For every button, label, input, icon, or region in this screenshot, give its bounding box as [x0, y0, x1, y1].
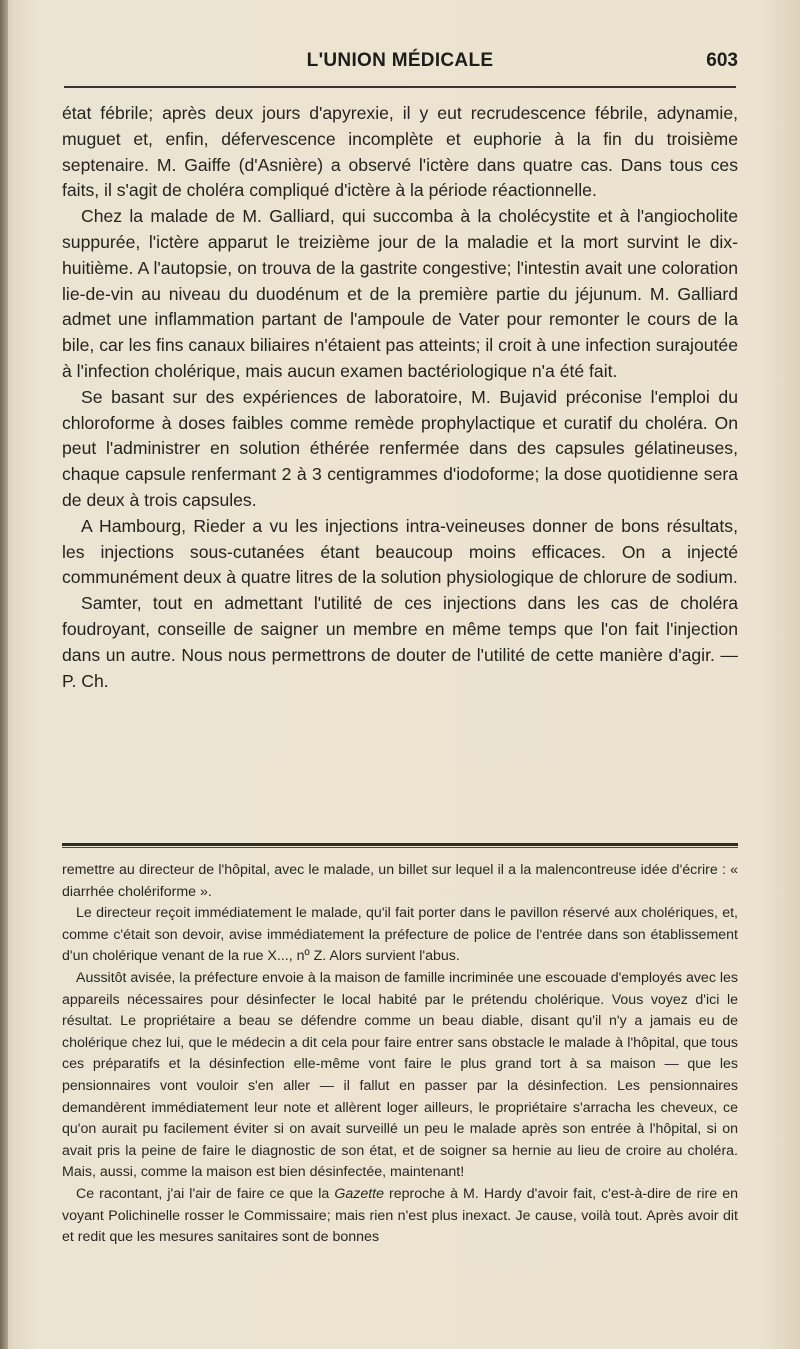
paragraph: Chez la malade de M. Galliard, qui succomba à la cholécystite et à l'angiocholite suppurée, l'ictère apparut le treizième jour de la maladie et la mort survint le dix-huitième. A l'autopsie, on trouva de la gastrite congestive; l'intestin avait une coloration lie-de-vin au niveau du duodénum et de la première partie du jéjunum. M. Galliard admet une inflammation partant de l'ampoule de Vater pour remonter le cours de la bile, car les fins canaux biliaires n'étaient pas atteints; il croit à une infection surajoutée à l'infection cholérique, mais aucun examen bactériologique n'a été fait. — [62, 206, 738, 381]
paragraph: A Hambourg, Rieder a vu les injections intra-veineuses donner de bons résultats, les injections sous-cutanées étant beaucoup moins efficaces. On a injecté communément deux à quatre litres de la solution physiologique de chlorure de sodium. — [62, 515, 738, 588]
paragraph: remettre au directeur de l'hôpital, avec le malade, un billet sur lequel il a la malencontreuse idée d'écrire : « diarrhée cholériforme ». — [62, 862, 738, 900]
paragraph: Samter, tout en admettant l'utilité de ces injections dans les cas de choléra foudroyant, conseille de saigner un membre en même temps que l'on fait l'injection dans un autre. Nous nous permettrons de douter de l'utilité de cette manière d'agir. — P. Ch. — [62, 593, 738, 691]
paragraph: Le directeur reçoit immédiatement le malade, qu'il fait porter dans le pavillon réservé aux cholériques, et, comme c'était son devoir, avise immédiatement la préfecture de police de l'entrée dans son établissement d'un cholérique venant de la rue X..., nº Z. Alors survient l'abus. — [62, 905, 738, 965]
journal-title: Gazette — [334, 1185, 384, 1202]
header-rule — [64, 86, 736, 88]
paragraph: état fébrile; après deux jours d'apyrexie, il y eut recrudescence fébrile, adynamie, muguet et, enfin, défervescence incomplète et euphorie à la fin du troisième septenaire. M. Gaiffe (d'Asnière) a observé l'ictère dans quatre cas. Dans tous ces faits, il s'agit de choléra compliqué d'ictère à la période réactionnelle. — [62, 103, 738, 201]
paragraph: Se basant sur des expériences de laboratoire, M. Bujavid préconise l'emploi du chloroforme à doses faibles comme remède prophylactique et curatif du choléra. On peut l'administrer en solution éthérée renfermée dans des capsules gélatineuses, chaque capsule renfermant 2 à 3 centigrammes d'iodoforme; la dose quotidienne sera de deux à trois capsules. — [62, 386, 738, 510]
text-run: Ce racontant, j'ai l'air de faire ce que la — [76, 1185, 335, 1202]
page-number: 603 — [706, 50, 738, 71]
binding-edge — [0, 0, 8, 1349]
running-title: L'UNION MÉDICALE — [306, 50, 494, 71]
text-run: reproche à M. Hardy d'avoir fait, c'est-à-dire de rire en voyant Polichinelle rosser le Commissaire; mais rien n'est plus inexact. Je cause, voilà tout. Après avoir dit et redit que les mesures sanitaires sont de bonnes — [62, 1185, 738, 1246]
section-separator-rule — [62, 843, 738, 848]
feuilleton-text — [62, 860, 738, 1249]
paragraph — [62, 1184, 738, 1249]
page-header — [62, 50, 738, 80]
paragraph: Aussitôt avisée, la préfecture envoie à la maison de famille incriminée une escouade d'employés avec les appareils nécessaires pour désinfecter le local habité par le prétendu cholérique. Vous voyez d'ici le résultat. Le propriétaire a beau se défendre comme un beau diable, disant qu'il n'y a jamais eu de cholérique chez lui, que le médecin a dit cela pour faire entrer sans obstacle le malade à l'hôpital, que tous ces préparatifs et la désinfection elle-même vont faire le plus grand tort à sa maison — que les pensionnaires vont vouloir s'en aller — il fallut en passer par la désinfection. Les pensionnaires demandèrent immédiatement leur note et allèrent loger ailleurs, le propriétaire s'arracha les cheveux, ce qu'on aurait pu facilement éviter si on avait surveillé un peu le malade après son entrée à l'hôpital, si on avait pris la peine de faire le diagnostic de son état, et de soigner sa hernie au lieu de croire au choléra. Mais, aussi, comme la maison est bien désinfectée, maintenant! — [62, 969, 738, 1181]
main-article-text — [62, 101, 738, 694]
